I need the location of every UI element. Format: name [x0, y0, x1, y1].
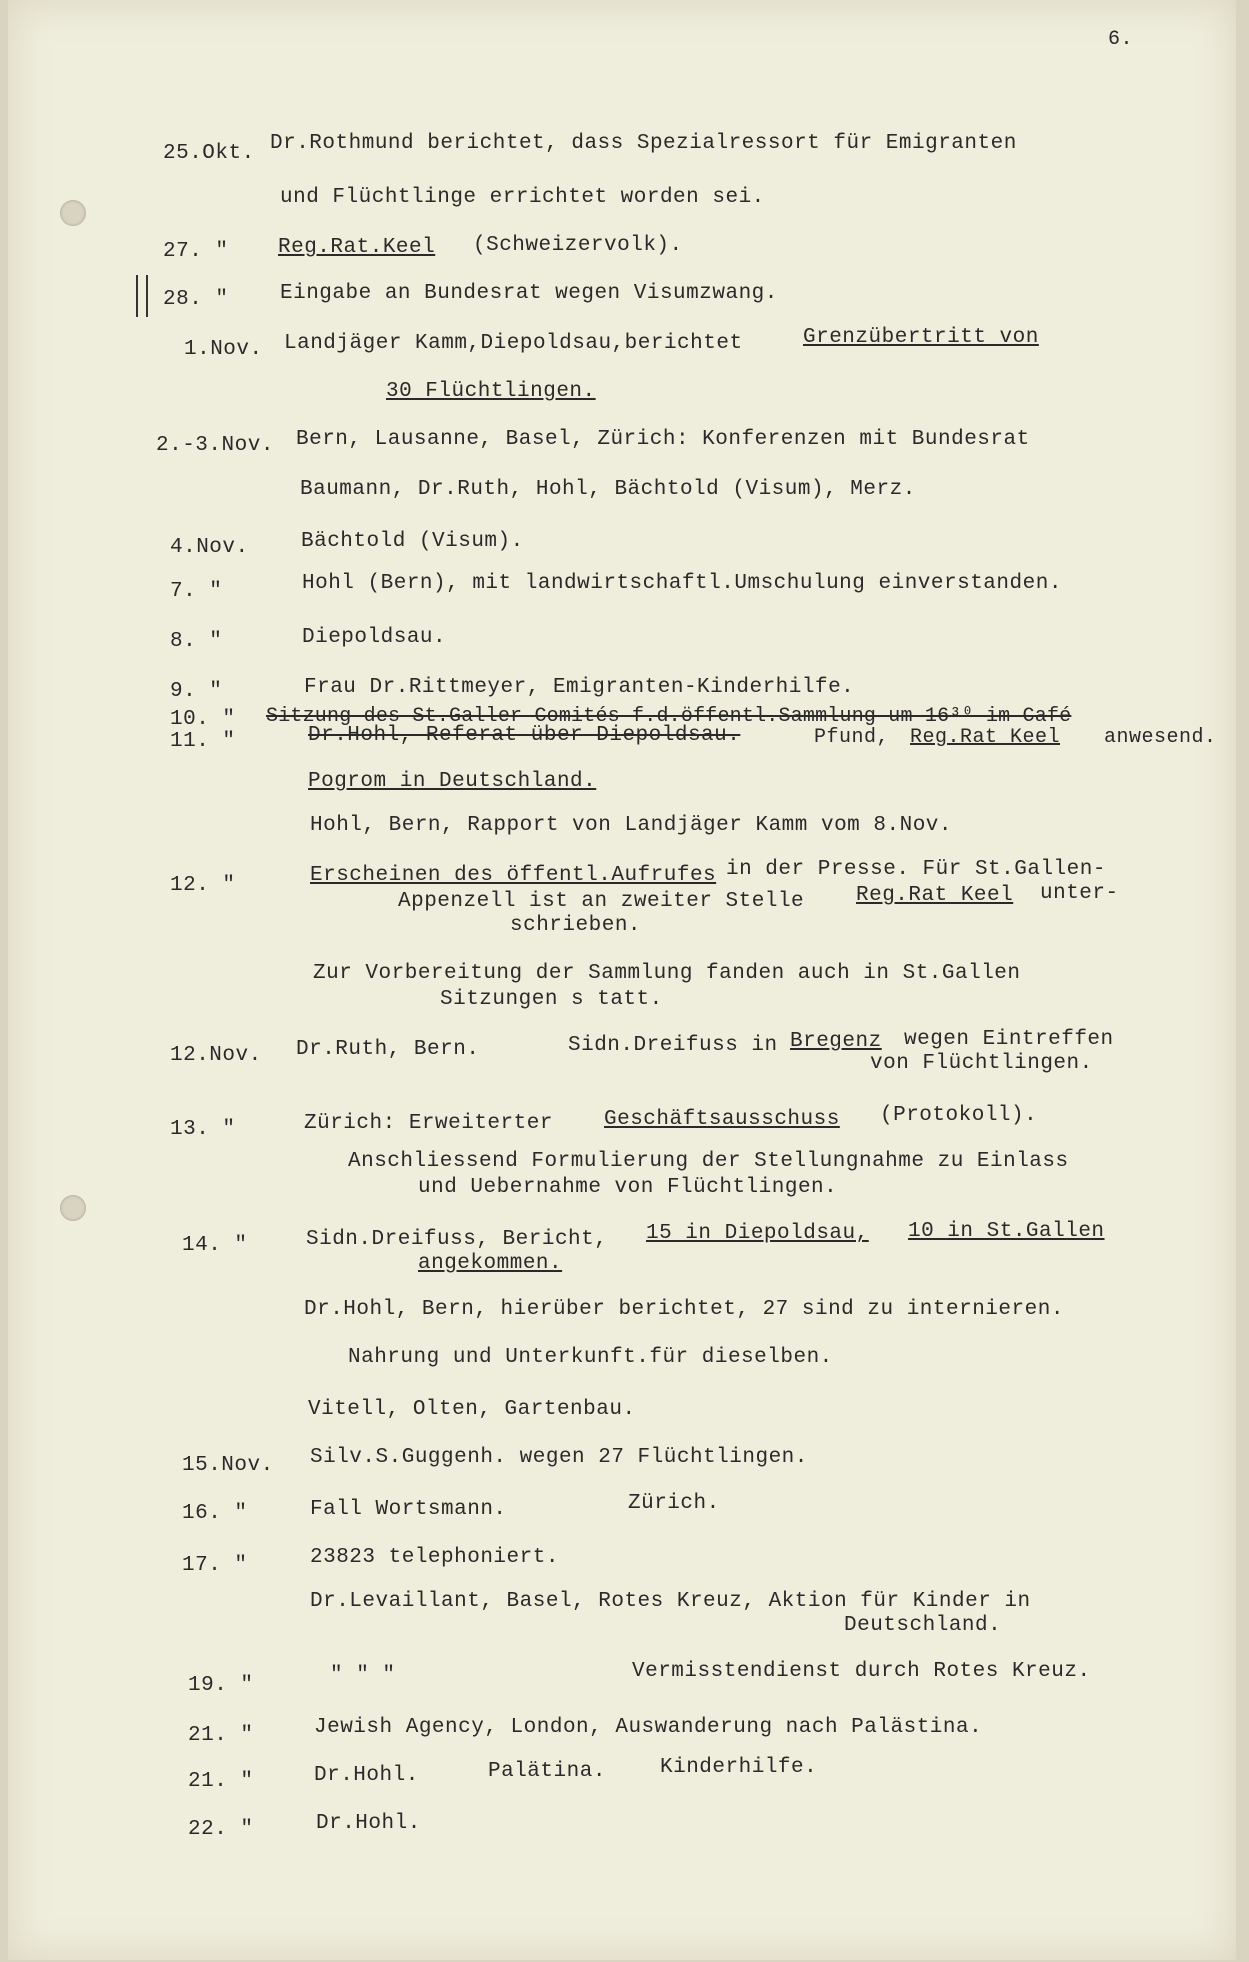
entry-text: Jewish Agency, London, Auswanderung nach Palästina. — [314, 1716, 983, 1739]
entry-text: Palätina. — [488, 1760, 606, 1783]
entry-text: Dr.Hohl. — [314, 1764, 419, 1787]
entry-date: 12.Nov. — [170, 1044, 262, 1067]
entry-text: Bern, Lausanne, Basel, Zürich: Konferenzen mit Bundesrat — [296, 428, 1030, 451]
entry-text: Silv.S.Guggenh. wegen 27 Flüchtlingen. — [310, 1446, 808, 1469]
entry-date: 13. " — [170, 1118, 236, 1141]
entry-text: Pogrom in Deutschland. — [308, 770, 597, 793]
entry-text: Zur Vorbereitung der Sammlung fanden auch in St.Gallen — [313, 962, 1021, 985]
entry-text: Erscheinen des öffentl.Aufrufes — [310, 864, 717, 887]
entry-text: Geschäftsausschuss — [604, 1108, 840, 1131]
entry-text: und Flüchtlinge errichtet worden sei. — [280, 186, 765, 209]
entry-text: Vitell, Olten, Gartenbau. — [308, 1398, 636, 1421]
entry-text: anwesend. — [1104, 726, 1217, 749]
entry-text: Zürich. — [628, 1492, 720, 1515]
entry-text: 15 in Diepoldsau, — [646, 1222, 869, 1245]
entry-text: Zürich: Erweiterter — [304, 1112, 553, 1135]
entry-date: 10. " — [170, 708, 236, 731]
entry-text: Reg.Rat Keel — [856, 884, 1014, 907]
entry-date: 7. " — [170, 580, 223, 603]
entry-text: Hohl, Bern, Rapport von Landjäger Kamm vom 8.Nov. — [310, 814, 953, 837]
entry-date: 1.Nov. — [184, 338, 263, 361]
margin-mark — [136, 275, 148, 317]
entry-text: Dr.Hohl, Bern, hierüber berichtet, 27 sind zu internieren. — [304, 1298, 1064, 1321]
entry-text: in der Presse. Für St.Gallen- — [726, 858, 1106, 881]
entry-text: 10 in St.Gallen — [908, 1220, 1105, 1243]
entry-text: Dr.Ruth, Bern. — [296, 1038, 480, 1061]
entry-date: 21. " — [188, 1724, 254, 1747]
entry-text: Hohl (Bern), mit landwirtschaftl.Umschulung einverstanden. — [302, 572, 1062, 595]
entry-text: Grenzübertritt von — [803, 326, 1039, 349]
entry-date: 8. " — [170, 630, 223, 653]
entry-text: Sitzungen s tatt. — [440, 988, 663, 1011]
page-number: 6. — [1108, 28, 1134, 51]
document-page — [8, 0, 1236, 1960]
entry-text: schrieben. — [510, 914, 642, 937]
entry-date: 21. " — [188, 1770, 254, 1793]
entry-text: Appenzell ist an zweiter Stelle — [398, 890, 805, 913]
entry-text: (Protokoll). — [880, 1104, 1038, 1127]
entry-text: (Schweizervolk). — [473, 234, 683, 257]
entry-text: Sidn.Dreifuss, Bericht, — [306, 1228, 608, 1251]
entry-text: Landjäger Kamm,Diepoldsau,berichtet — [284, 332, 743, 355]
entry-text: Anschliessend Formulierung der Stellungnahme zu Einlass — [348, 1150, 1069, 1173]
entry-text: angekommen. — [418, 1252, 563, 1275]
entry-text: 30 Flüchtlingen. — [386, 380, 596, 403]
entry-text: Diepoldsau. — [302, 626, 447, 649]
entry-text: Deutschland. — [844, 1614, 1002, 1637]
entry-text: Fall Wortsmann. — [310, 1498, 507, 1521]
entry-text: Dr.Levaillant, Basel, Rotes Kreuz, Aktion für Kinder in — [310, 1590, 1031, 1613]
entry-date: 16. " — [182, 1502, 248, 1525]
entry-text: wegen Eintreffen — [904, 1028, 1114, 1051]
entry-text: Sidn.Dreifuss in — [568, 1034, 778, 1057]
entry-text: Vermisstendienst durch Rotes Kreuz. — [632, 1660, 1091, 1683]
entry-text: " " " — [330, 1664, 396, 1687]
entry-text: Dr.Hohl. — [316, 1812, 421, 1835]
entry-date: 22. " — [188, 1818, 254, 1841]
entry-date: 9. " — [170, 680, 223, 703]
entry-date: 28. " — [163, 288, 229, 311]
entry-date: 27. " — [163, 240, 229, 263]
entry-date: 11. " — [170, 730, 236, 753]
entry-date: 15.Nov. — [182, 1454, 274, 1477]
entry-text: Bächtold (Visum). — [301, 530, 524, 553]
entry-text: von Flüchtlingen. — [870, 1052, 1093, 1075]
entry-date: 4.Nov. — [170, 536, 249, 559]
entry-date: 14. " — [182, 1234, 248, 1257]
entry-text: Eingabe an Bundesrat wegen Visumzwang. — [280, 282, 778, 305]
entry-text: unter- — [1040, 882, 1119, 905]
entry-text: Reg.Rat Keel — [910, 726, 1061, 749]
entry-text: und Uebernahme von Flüchtlingen. — [418, 1176, 838, 1199]
entry-date: 12. " — [170, 874, 236, 897]
entry-date: 17. " — [182, 1554, 248, 1577]
entry-date: 19. " — [188, 1674, 254, 1697]
entry-text-struck: Sitzung des St.Galler Comités f.d.öffentl.Sammlung um 16³⁰ im Café — [266, 705, 1072, 728]
entry-date: 2.-3.Nov. — [156, 434, 274, 457]
entry-text-struck: Dr.Hohl, Referat über Diepoldsau. — [308, 724, 741, 747]
entry-text: Kinderhilfe. — [660, 1756, 818, 1779]
entry-text: Bregenz — [790, 1030, 882, 1053]
entry-text: Dr.Rothmund berichtet, dass Spezialressort für Emigranten — [270, 132, 1017, 155]
entry-text: Reg.Rat.Keel — [278, 236, 436, 259]
entry-text: 23823 telephoniert. — [310, 1546, 559, 1569]
entry-text: Baumann, Dr.Ruth, Hohl, Bächtold (Visum), Merz. — [300, 478, 916, 501]
entry-text: Pfund, — [814, 726, 890, 749]
entry-text: Frau Dr.Rittmeyer, Emigranten-Kinderhilfe. — [304, 676, 855, 699]
entry-date: 25.Okt. — [163, 142, 255, 165]
entry-text: Nahrung und Unterkunft.für dieselben. — [348, 1346, 833, 1369]
